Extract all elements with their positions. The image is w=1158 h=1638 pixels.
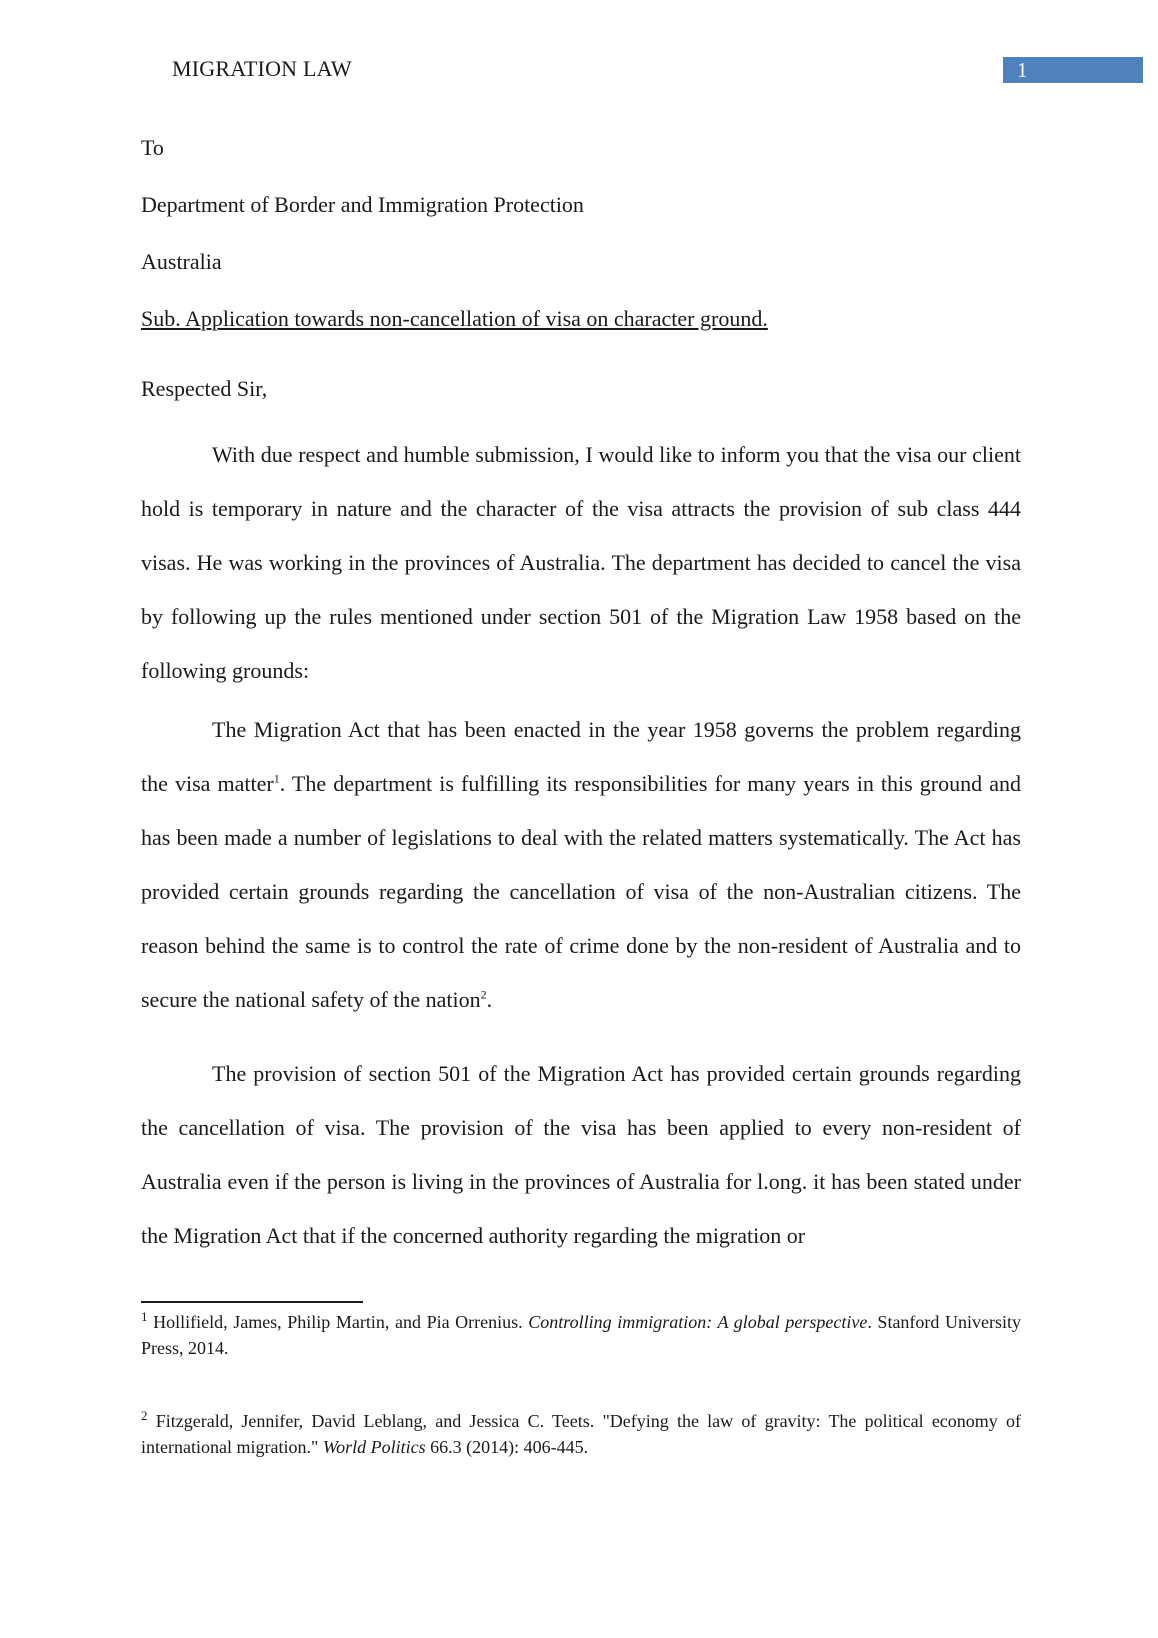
footnote-1 [141, 1309, 1021, 1361]
address-department: Department of Border and Immigration Protection [141, 192, 584, 217]
footnote-ref-2: 2 [480, 987, 487, 1002]
page-number: 1 [1017, 58, 1028, 82]
footnote-1-title: Controlling immigration: A global perspective [528, 1312, 868, 1332]
footnote-2-text: Fitzgerald, Jennifer, David Leblang, and Jessica C. Teets. "Defying the law of gravity: The political economy of international migration." [141, 1411, 1022, 1457]
paragraph-2-text-b: . The department is fulfilling its responsibilities for many years in this ground and has been made a number of legislations to deal with the related matters systematically. The Act has provided certain grounds regarding the cancellation of visa of the non-Australian citizens. The reason behind the same is to control the rate of crime done by the non-resident of Australia and to secure the national safety of the nation [141, 771, 1021, 1012]
footnote-1-number: 1 [141, 1309, 148, 1324]
footnote-2 [141, 1408, 1021, 1460]
footnote-1-authors: Hollifield, James, Philip Martin, and Pia Orrenius. [153, 1312, 529, 1332]
address-country: Australia [141, 249, 222, 274]
footnote-ref-1: 1 [273, 771, 280, 786]
paragraph-2-text-c: . [486, 987, 493, 1012]
running-header-title: MIGRATION LAW [172, 56, 352, 81]
address-to: To [141, 135, 164, 160]
footnote-1-publisher: . Stanford University Press, 2014. [141, 1312, 1022, 1358]
body-paragraph-3: The provision of section 501 of the Migration Act has provided certain grounds regarding the cancellation of visa. The provision of the visa has been applied to every non-resident of Australia even if the person is living in the provinces of Australia for l.ong. it has been stated under the Migration Act that if the concerned authority regarding the migration or [141, 1061, 1021, 1248]
subject-line: Sub. Application towards non-cancellation of visa on character ground. [141, 306, 768, 331]
page-number-badge [1003, 57, 1143, 83]
body-paragraph-1: With due respect and humble submission, I would like to inform you that the visa our client hold is temporary in nature and the character of the visa attracts the provision of sub class 444 visas. He was working in the provinces of Australia. The department has decided to cancel the visa by following up the rules mentioned under section 501 of the Migration Law 1958 based on the following grounds: [141, 442, 1021, 683]
footnote-2-number: 2 [141, 1408, 148, 1423]
footnote-separator [141, 1301, 363, 1303]
salutation: Respected Sir, [141, 376, 268, 401]
footnote-2-journal: World Politics [322, 1437, 426, 1457]
footnote-2-rest: 66.3 (2014): 406-445. [425, 1437, 589, 1457]
paragraph-2-text-a: The Migration Act that has been enacted in the year 1958 governs the problem regarding the visa matter [141, 717, 1021, 796]
body-paragraph-2 [141, 703, 1021, 1027]
